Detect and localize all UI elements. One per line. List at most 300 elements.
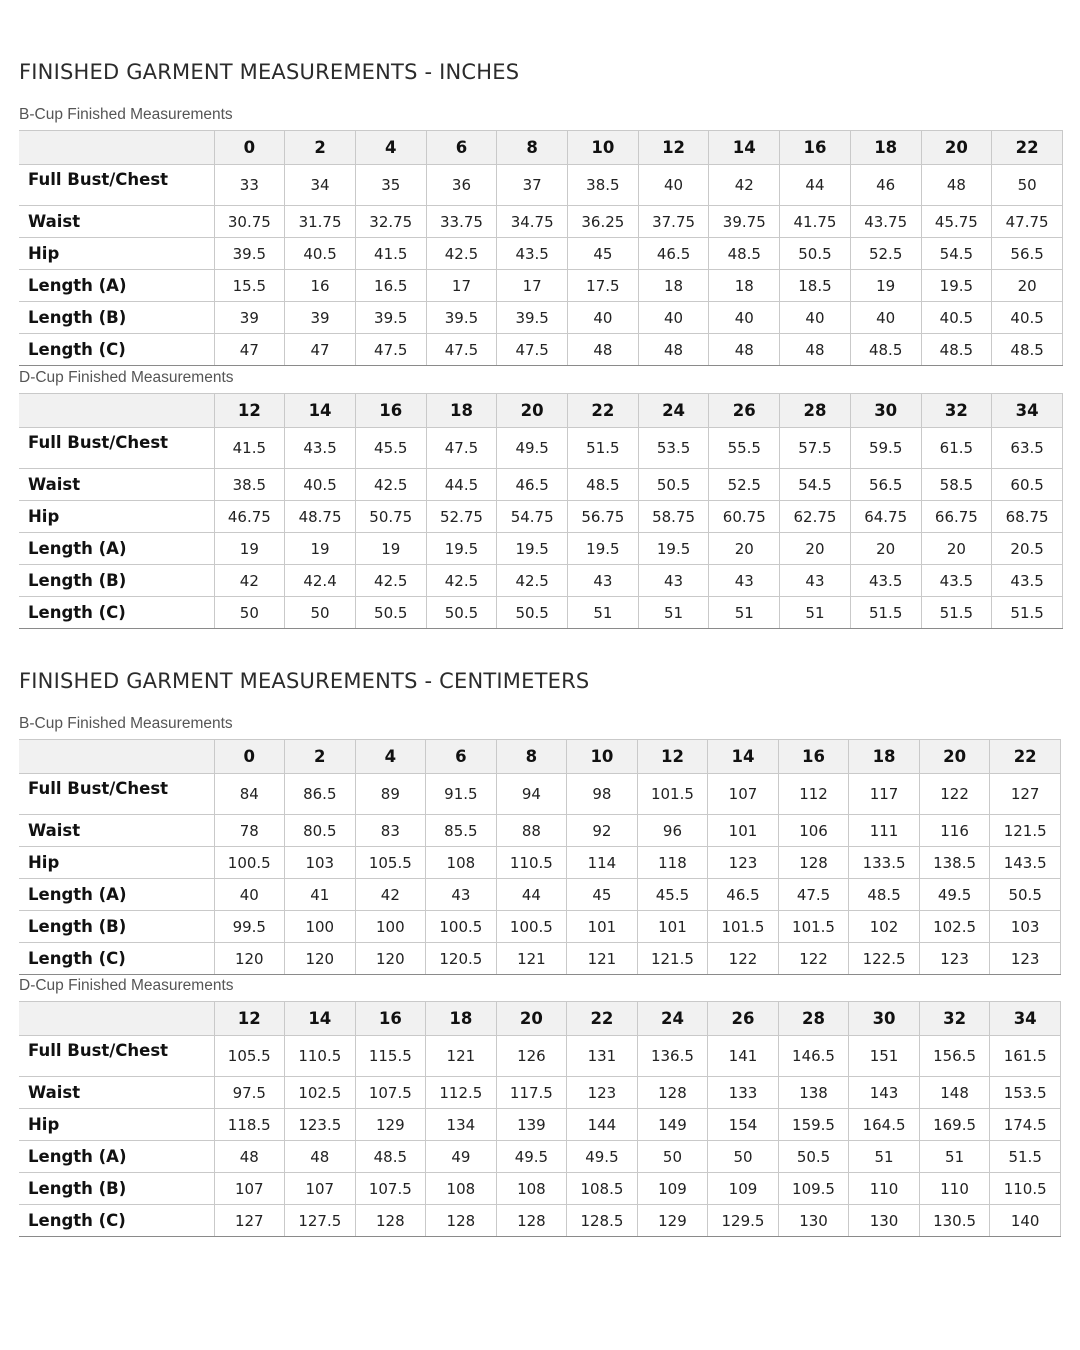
measurement-cell: 48 [709,334,780,366]
measurement-cell: 31.75 [285,206,356,238]
measurement-cell: 169.5 [919,1109,990,1141]
measurement-cell: 105.5 [355,847,426,879]
measurement-cell: 161.5 [990,1036,1061,1077]
measurement-cell: 89 [355,774,426,815]
measurement-cell: 47.5 [355,334,426,366]
measurement-cell: 40.5 [285,469,356,501]
measurement-cell: 130 [849,1205,920,1237]
measurement-cell: 50 [708,1141,779,1173]
measurement-cell: 107.5 [355,1173,426,1205]
measurement-cell: 66.75 [921,501,992,533]
measurement-cell: 20 [921,533,992,565]
row-label: Hip [19,501,214,533]
table-row [19,270,1063,302]
row-label: Waist [19,469,214,501]
measurement-cell: 88 [496,815,567,847]
size-header: 16 [355,394,426,428]
measurement-cell: 39.5 [497,302,568,334]
measurement-cell: 20 [992,270,1063,302]
table-row [19,533,1063,565]
measurement-cell: 122 [708,943,779,975]
measurement-cell: 47.5 [497,334,568,366]
row-label: Length (C) [19,597,214,629]
measurement-cell: 107.5 [355,1077,426,1109]
measurement-cell: 123.5 [285,1109,356,1141]
measurement-cell: 40 [709,302,780,334]
measurement-cell: 15.5 [214,270,285,302]
measurement-cell: 102.5 [285,1077,356,1109]
measurement-cell: 54.5 [921,238,992,270]
measurement-cell: 41.5 [214,428,285,469]
measurement-cell: 105.5 [214,1036,285,1077]
measurement-cell: 48.5 [355,1141,426,1173]
measurement-cell: 30.75 [214,206,285,238]
measurement-cell: 51 [638,597,709,629]
inches-d-cup-table [19,393,1063,629]
measurement-cell: 138 [778,1077,849,1109]
measurement-cell: 55.5 [709,428,780,469]
measurement-cell: 101 [567,911,638,943]
measurement-cell: 49.5 [567,1141,638,1173]
measurement-cell: 108 [426,1173,497,1205]
size-header: 34 [990,1002,1061,1036]
measurement-cell: 44.5 [426,469,497,501]
centimeters-title: FINISHED GARMENT MEASUREMENTS - CENTIMETERS [19,669,590,693]
measurement-cell: 39.75 [709,206,780,238]
measurement-cell: 17 [426,270,497,302]
measurement-cell: 50.75 [355,501,426,533]
measurement-cell: 48 [921,165,992,206]
measurement-cell: 100 [285,911,356,943]
measurement-cell: 18 [709,270,780,302]
measurement-cell: 40 [850,302,921,334]
measurement-cell: 35 [355,165,426,206]
size-header: 18 [426,394,497,428]
measurement-cell: 117 [849,774,920,815]
measurement-cell: 128 [778,847,849,879]
measurement-cell: 48.75 [285,501,356,533]
size-header: 14 [285,1002,356,1036]
measurement-cell: 92 [567,815,638,847]
measurement-cell: 42.5 [355,565,426,597]
measurement-cell: 48 [780,334,851,366]
measurement-cell: 143.5 [990,847,1061,879]
row-label: Length (A) [19,533,214,565]
size-header: 18 [426,1002,497,1036]
measurement-cell: 40.5 [285,238,356,270]
measurement-cell: 118.5 [214,1109,285,1141]
measurement-cell: 59.5 [850,428,921,469]
measurement-cell: 17 [497,270,568,302]
size-header: 6 [426,740,497,774]
measurement-cell: 48.5 [709,238,780,270]
measurement-cell: 141 [708,1036,779,1077]
cm-d-cup-table [19,1001,1061,1237]
measurement-cell: 44 [496,879,567,911]
measurement-cell: 108 [426,847,497,879]
measurement-cell: 47 [285,334,356,366]
size-header: 18 [849,740,920,774]
size-header: 20 [919,740,990,774]
measurement-cell: 98 [567,774,638,815]
measurement-cell: 56.5 [992,238,1063,270]
measurement-cell: 42.5 [426,565,497,597]
measurement-cell: 62.75 [780,501,851,533]
measurement-cell: 46.5 [638,238,709,270]
measurement-cell: 33.75 [426,206,497,238]
measurement-cell: 43.75 [850,206,921,238]
size-header: 4 [355,131,426,165]
size-header: 20 [921,131,992,165]
measurement-cell: 115.5 [355,1036,426,1077]
measurement-cell: 129.5 [708,1205,779,1237]
row-label: Hip [19,1109,214,1141]
row-label: Waist [19,1077,214,1109]
measurement-cell: 156.5 [919,1036,990,1077]
table-row [19,501,1063,533]
measurement-cell: 16.5 [355,270,426,302]
measurement-cell: 33 [214,165,285,206]
measurement-cell: 39.5 [214,238,285,270]
measurement-cell: 49 [426,1141,497,1173]
measurement-cell: 109 [637,1173,708,1205]
measurement-cell: 36.25 [568,206,639,238]
measurement-cell: 43.5 [497,238,568,270]
measurement-cell: 127 [990,774,1061,815]
size-header-row [19,394,1063,428]
size-header: 24 [638,394,709,428]
measurement-cell: 34.75 [497,206,568,238]
size-header: 18 [850,131,921,165]
row-label: Waist [19,206,214,238]
row-label: Full Bust/Chest [19,774,214,815]
measurement-cell: 19 [214,533,285,565]
measurement-cell: 43 [709,565,780,597]
row-label: Full Bust/Chest [19,428,214,469]
measurement-cell: 103 [990,911,1061,943]
measurement-cell: 51.5 [990,1141,1061,1173]
size-header: 20 [496,1002,567,1036]
measurement-cell: 47 [214,334,285,366]
measurement-cell: 153.5 [990,1077,1061,1109]
measurement-cell: 128 [496,1205,567,1237]
table-row [19,1109,1061,1141]
measurement-cell: 49.5 [919,879,990,911]
measurement-cell: 80.5 [285,815,356,847]
size-header: 0 [214,740,285,774]
measurement-cell: 117.5 [496,1077,567,1109]
measurement-cell: 154 [708,1109,779,1141]
table-row [19,165,1063,206]
measurement-cell: 45.75 [921,206,992,238]
inches-b-cup-table [19,130,1063,366]
size-header: 10 [567,740,638,774]
measurement-cell: 39.5 [426,302,497,334]
measurement-cell: 121.5 [990,815,1061,847]
measurement-cell: 37 [497,165,568,206]
measurement-cell: 49.5 [496,1141,567,1173]
measurement-cell: 16 [285,270,356,302]
table-row [19,565,1063,597]
size-header: 14 [708,740,779,774]
measurement-cell: 40 [568,302,639,334]
size-header-row [19,1002,1061,1036]
cm-d-cup-label: D-Cup Finished Measurements [19,977,234,994]
measurement-cell: 100 [355,911,426,943]
measurement-cell: 49.5 [497,428,568,469]
size-header: 30 [850,394,921,428]
measurement-cell: 51 [849,1141,920,1173]
measurement-cell: 64.75 [850,501,921,533]
measurement-cell: 40.5 [992,302,1063,334]
table-row [19,1036,1061,1077]
measurement-cell: 37.75 [638,206,709,238]
table-row [19,847,1061,879]
measurement-cell: 48 [568,334,639,366]
measurement-cell: 36 [426,165,497,206]
measurement-cell: 102 [849,911,920,943]
measurement-cell: 40 [638,165,709,206]
size-header: 2 [285,131,356,165]
measurement-cell: 112 [778,774,849,815]
table-row [19,469,1063,501]
size-header: 22 [567,1002,638,1036]
table-row [19,428,1063,469]
measurement-cell: 50 [992,165,1063,206]
measurement-cell: 164.5 [849,1109,920,1141]
measurement-cell: 48.5 [849,879,920,911]
size-header: 34 [992,394,1063,428]
measurement-cell: 45 [568,238,639,270]
measurement-cell: 50.5 [426,597,497,629]
measurement-cell: 110 [849,1173,920,1205]
inches-d-cup-label: D-Cup Finished Measurements [19,369,234,386]
size-header: 30 [849,1002,920,1036]
measurement-cell: 48 [214,1141,285,1173]
header-corner-cell [19,740,214,774]
measurement-cell: 121.5 [637,943,708,975]
measurement-cell: 78 [214,815,285,847]
measurement-cell: 111 [849,815,920,847]
measurement-cell: 144 [567,1109,638,1141]
measurement-cell: 46.5 [708,879,779,911]
measurement-cell: 110 [919,1173,990,1205]
size-header: 22 [990,740,1061,774]
measurement-cell: 51.5 [850,597,921,629]
measurement-cell: 151 [849,1036,920,1077]
measurement-cell: 100.5 [214,847,285,879]
size-header: 26 [709,394,780,428]
measurement-cell: 122 [778,943,849,975]
measurement-cell: 60.75 [709,501,780,533]
size-header: 12 [637,740,708,774]
measurement-cell: 130 [778,1205,849,1237]
measurement-cell: 20.5 [992,533,1063,565]
inches-b-cup-label: B-Cup Finished Measurements [19,106,233,123]
measurement-cell: 159.5 [778,1109,849,1141]
measurement-cell: 120 [285,943,356,975]
measurement-cell: 40.5 [921,302,992,334]
row-label: Waist [19,815,214,847]
measurement-cell: 131 [567,1036,638,1077]
size-header-row [19,131,1063,165]
measurement-cell: 51.5 [921,597,992,629]
measurement-cell: 102.5 [919,911,990,943]
size-header: 16 [355,1002,426,1036]
row-label: Length (C) [19,1205,214,1237]
size-header: 8 [497,131,568,165]
measurement-cell: 51.5 [992,597,1063,629]
measurement-cell: 51 [780,597,851,629]
measurement-cell: 56.5 [850,469,921,501]
measurement-cell: 83 [355,815,426,847]
measurement-cell: 126 [496,1036,567,1077]
measurement-cell: 107 [285,1173,356,1205]
measurement-cell: 43.5 [850,565,921,597]
measurement-cell: 123 [567,1077,638,1109]
inches-section [19,60,519,84]
size-header: 22 [568,394,639,428]
measurement-cell: 130.5 [919,1205,990,1237]
measurement-cell: 109 [708,1173,779,1205]
size-header: 2 [285,740,356,774]
measurement-cell: 20 [709,533,780,565]
measurement-cell: 19.5 [426,533,497,565]
measurement-cell: 47.5 [426,428,497,469]
measurement-cell: 43.5 [285,428,356,469]
row-label: Length (B) [19,1173,214,1205]
measurement-cell: 110.5 [285,1036,356,1077]
measurement-cell: 34 [285,165,356,206]
measurement-cell: 174.5 [990,1109,1061,1141]
size-header: 4 [355,740,426,774]
measurement-cell: 48.5 [850,334,921,366]
header-corner-cell [19,131,214,165]
table-row [19,1077,1061,1109]
measurement-cell: 133.5 [849,847,920,879]
measurement-cell: 19 [285,533,356,565]
table-row [19,1205,1061,1237]
measurement-cell: 39.5 [355,302,426,334]
measurement-cell: 47.5 [778,879,849,911]
measurement-cell: 129 [637,1205,708,1237]
measurement-cell: 51.5 [568,428,639,469]
size-header: 0 [214,131,285,165]
measurement-cell: 127.5 [285,1205,356,1237]
measurement-cell: 40 [780,302,851,334]
measurement-cell: 146.5 [778,1036,849,1077]
measurement-cell: 121 [567,943,638,975]
measurement-cell: 100.5 [426,911,497,943]
measurement-cell: 51 [709,597,780,629]
measurement-cell: 122 [919,774,990,815]
table-row [19,597,1063,629]
measurement-cell: 123 [919,943,990,975]
measurement-cell: 40 [638,302,709,334]
measurement-cell: 42 [709,165,780,206]
measurement-cell: 54.75 [497,501,568,533]
measurement-cell: 46 [850,165,921,206]
row-label: Length (B) [19,302,214,334]
row-label: Full Bust/Chest [19,165,214,206]
measurement-cell: 45 [567,879,638,911]
measurement-cell: 50.5 [780,238,851,270]
size-header: 8 [496,740,567,774]
measurement-cell: 42 [214,565,285,597]
measurement-cell: 118 [637,847,708,879]
table-row [19,815,1061,847]
measurement-cell: 108.5 [567,1173,638,1205]
measurement-cell: 136.5 [637,1036,708,1077]
measurement-cell: 148 [919,1077,990,1109]
measurement-cell: 19.5 [568,533,639,565]
measurement-cell: 107 [214,1173,285,1205]
row-label: Length (B) [19,911,214,943]
measurement-cell: 50.5 [497,597,568,629]
size-header-row [19,740,1061,774]
measurement-cell: 43 [426,879,497,911]
measurement-cell: 19 [850,270,921,302]
measurement-cell: 58.75 [638,501,709,533]
measurement-cell: 127 [214,1205,285,1237]
measurement-cell: 112.5 [426,1077,497,1109]
centimeters-section [19,669,589,693]
measurement-cell: 46.5 [497,469,568,501]
measurement-cell: 48 [638,334,709,366]
size-header: 12 [638,131,709,165]
measurement-cell: 101 [708,815,779,847]
size-header: 22 [992,131,1063,165]
measurement-cell: 129 [355,1109,426,1141]
measurement-cell: 19.5 [638,533,709,565]
size-header: 12 [214,1002,285,1036]
measurement-cell: 101.5 [637,774,708,815]
cm-b-cup-label: B-Cup Finished Measurements [19,715,233,732]
table-row [19,774,1061,815]
inches-title: FINISHED GARMENT MEASUREMENTS - INCHES [19,60,520,84]
measurement-cell: 128.5 [567,1205,638,1237]
measurement-cell: 58.5 [921,469,992,501]
measurement-cell: 91.5 [426,774,497,815]
measurement-cell: 101 [637,911,708,943]
measurement-cell: 19.5 [497,533,568,565]
measurement-cell: 19.5 [921,270,992,302]
measurement-cell: 109.5 [778,1173,849,1205]
measurement-cell: 120 [355,943,426,975]
measurement-cell: 103 [285,847,356,879]
measurement-cell: 60.5 [992,469,1063,501]
measurement-cell: 110.5 [496,847,567,879]
measurement-cell: 134 [426,1109,497,1141]
measurement-cell: 42.4 [285,565,356,597]
measurement-cell: 41.5 [355,238,426,270]
measurement-cell: 41 [285,879,356,911]
header-corner-cell [19,1002,214,1036]
measurement-cell: 42 [355,879,426,911]
table-row [19,1173,1061,1205]
measurement-cell: 57.5 [780,428,851,469]
measurement-cell: 19 [355,533,426,565]
size-header: 14 [709,131,780,165]
measurement-cell: 123 [708,847,779,879]
table-row [19,879,1061,911]
table-row [19,911,1061,943]
measurement-cell: 122.5 [849,943,920,975]
measurement-cell: 138.5 [919,847,990,879]
measurement-cell: 42.5 [355,469,426,501]
measurement-cell: 56.75 [568,501,639,533]
measurement-cell: 50.5 [990,879,1061,911]
